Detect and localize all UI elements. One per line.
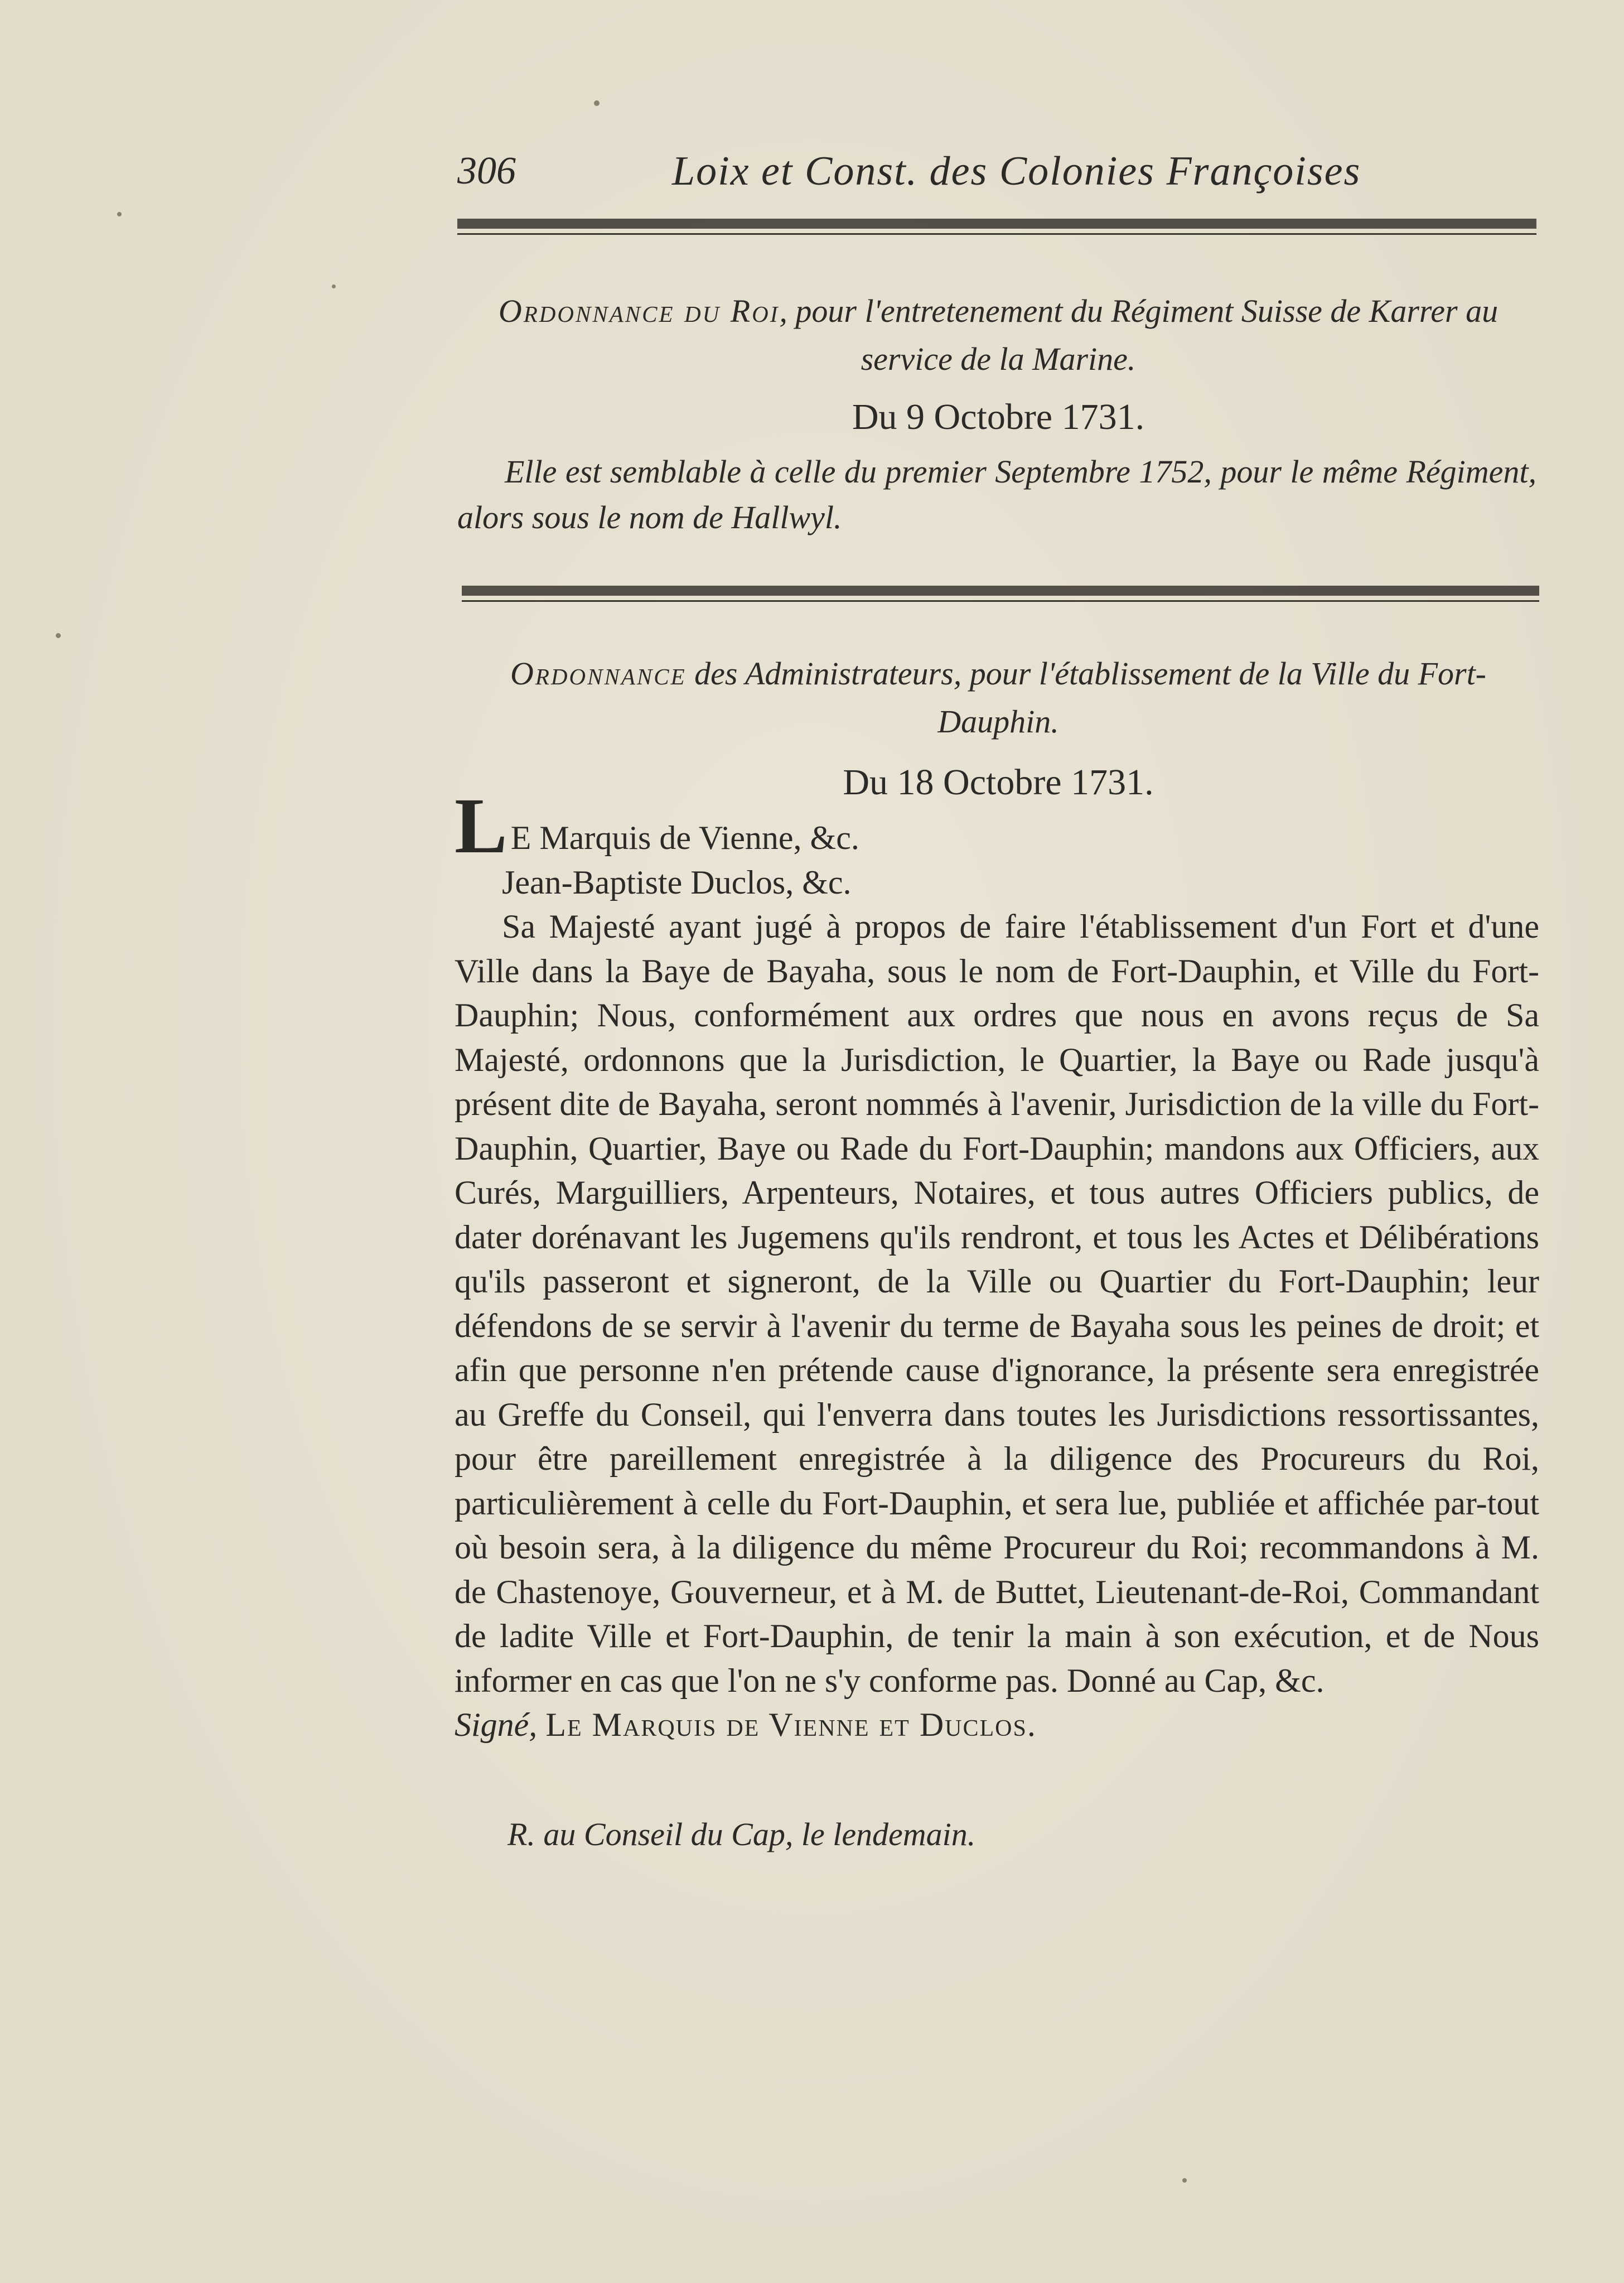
- ordonnance-title-2-lead: Ordonnance: [510, 655, 687, 692]
- running-title: Loix et Const. des Colonies Françoises: [672, 148, 1361, 194]
- header-rule: [457, 219, 1536, 235]
- page-header: [457, 142, 1539, 204]
- paper-speck: [1182, 2178, 1187, 2183]
- ordonnance-date-1: Du 9 Octobre 1731.: [852, 397, 1145, 437]
- signature-line: [455, 1703, 1539, 1748]
- section-rule: [462, 586, 1539, 602]
- signed-label: Signé,: [455, 1706, 538, 1743]
- registration-note: R. au Conseil du Cap, le lendemain.: [508, 1816, 976, 1852]
- ordonnance-title-2: [457, 650, 1539, 746]
- paper-speck: [332, 284, 336, 288]
- ordonnance-summary-1: Elle est semblable à celle du premier Septembre 1752, pour le même Régiment, alors sous le nom de Hallwyl.: [457, 453, 1536, 535]
- ordonnance-title-1-rest: , pour l'entretenement du Régiment Suisse de Karrer au service de la Marine.: [779, 293, 1499, 377]
- paper-speck: [594, 100, 600, 106]
- address-line-2: Jean-Baptiste Duclos, &c.: [502, 863, 852, 901]
- signatories: Le Marquis de Vienne et Duclos.: [545, 1706, 1037, 1743]
- ordonnance-date-2: Du 18 Octobre 1731.: [843, 762, 1154, 803]
- ordonnance-body-text: Sa Majesté ayant jugé à propos de faire l'établissement d'un Fort et d'une Ville dans la Baye de Bayaha, sous le nom de Fort-Dauphin, et Ville du Fort-Dauphin; Nous, conformément aux ordres que nous en avons reçus de Sa Majesté, ordonnons que la Jurisdiction, le Quartier, la Baye ou Rade jusqu'à présent dite de Bayaha, seront nommés à l'avenir, Jurisdiction de la ville du Fort-Dauphin, Quartier, Baye ou Rade du Fort-Dauphin; mandons aux Officiers, aux Curés, Marguilliers, Arpenteurs, Notaires, et tous autres Officiers publics, de dater dorénavant les Jugemens qu'ils rendront, et tous les Actes et Délibérations qu'ils passeront et signeront, de la Ville ou Quartier du Fort-Dauphin; leur défendons de se servir à l'avenir du terme de Bayaha sous les peines de droit; et afin que personne n'en prétende cause d'ignorance, la présente sera enregistrée au Greffe du Conseil, qui l'enverra dans toutes les Jurisdictions ressortissantes, pour être pareillement enregistrée à la diligence des Procureurs du Roi, particulièrement à celle du Fort-Dauphin, et sera lue, publiée et affichée par-tout où besoin sera, à la diligence du même Procureur du Roi; recommandons à M. de Chastenoye, Gouverneur, et à M. de Buttet, Lieutenant-de-Roi, Commandant de ladite Ville et Fort-Dauphin, de tenir la main à son exécution, et de Nous informer en cas que l'on ne s'y conforme pas. Donné au Cap, &c.: [455, 908, 1539, 1699]
- ordonnance-title-1-lead: Ordonnance du Roi: [498, 293, 780, 329]
- paper-speck: [56, 633, 61, 638]
- ordonnance-title-1: [457, 287, 1539, 383]
- drop-cap: L: [455, 781, 508, 870]
- ordonnance-title-2-rest: des Administrateurs, pour l'établissement de la Ville du Fort-Dauphin.: [686, 655, 1486, 740]
- paper-speck: [117, 212, 122, 216]
- address-line-1-text: E Marquis de Vienne, &c.: [510, 819, 859, 856]
- page-number: 306: [457, 149, 516, 192]
